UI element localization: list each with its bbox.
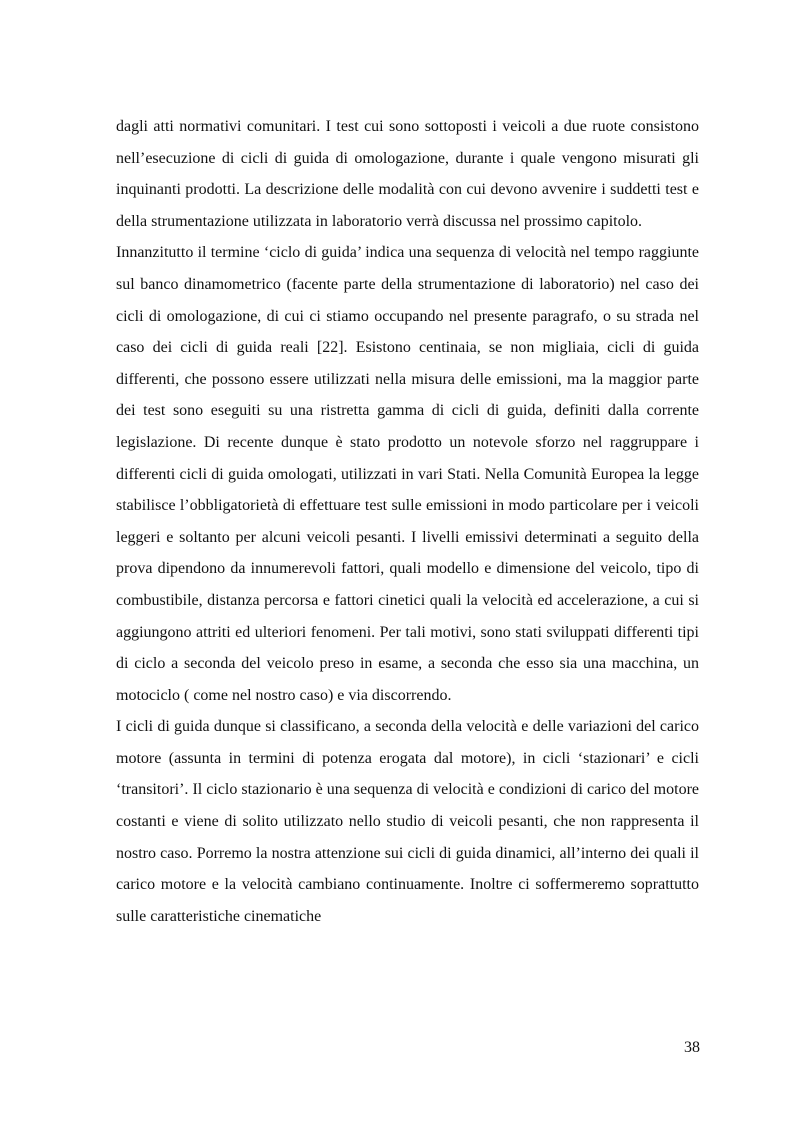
page-number: 38 [684,1039,700,1056]
paragraph-1: dagli atti normativi comunitari. I test cui sono sottoposti i veicoli a due ruote consistono nell’esecuzione di cicli di guida di omologazione, durante i quale vengono misurati gli inquinanti prodotti. La descrizione delle modalità con cui devono avvenire i suddetti test e della strumentazione utilizzata in laboratorio verrà discussa nel prossimo capitolo. [116,118,699,230]
paragraph-2: Innanzitutto il termine ‘ciclo di guida’ indica una sequenza di velocità nel tempo raggiunte sul banco dinamometrico (facente parte della strumentazione di laboratorio) nel caso dei cicli di omologazione, di cui ci stiamo occupando nel presente paragrafo, o su strada nel caso dei cicli di guida reali [22]. Esistono centinaia, se non migliaia, cicli di guida differenti, che possono essere utilizzati nella misura delle emissioni, ma la maggior parte dei test sono eseguiti su una ristretta gamma di cicli di guida, definiti dalla corrente legislazione. Di recente dunque è stato prodotto un notevole sforzo nel raggruppare i differenti cicli di guida omologati, utilizzati in vari Stati. Nella Comunità Europea la legge stabilisce l’obbligatorietà di effettuare test sulle emissioni in modo particolare per i veicoli leggeri e soltanto per alcuni veicoli pesanti. I livelli emissivi determinati a seguito della prova dipendono da innumerevoli fattori, quali modello e dimensione del veicolo, tipo di combustibile, distanza percorsa e fattori cinetici quali la velocità ed accelerazione, a cui si aggiungono attriti ed ulteriori fenomeni. Per tali motivi, sono stati sviluppati differenti tipi di ciclo a seconda del veicolo preso in esame, a seconda che esso sia una macchina, un motociclo ( come nel nostro caso) e via discorrendo. [116,244,699,704]
body-text [116,111,699,932]
paragraph-3: I cicli di guida dunque si classificano, a seconda della velocità e delle variazioni del carico motore (assunta in termini di potenza erogata dal motore), in cicli ‘stazionari’ e cicli ‘transitori’. Il ciclo stazionario è una sequenza di velocità e condizioni di carico del motore costanti e viene di solito utilizzato nello studio di veicoli pesanti, che non rappresenta il nostro caso. Porremo la nostra attenzione sui cicli di guida dinamici, all’interno dei quali il carico motore e la velocità cambiano continuamente. Inoltre ci soffermeremo soprattutto sulle caratteristiche cinematiche [116,718,699,925]
